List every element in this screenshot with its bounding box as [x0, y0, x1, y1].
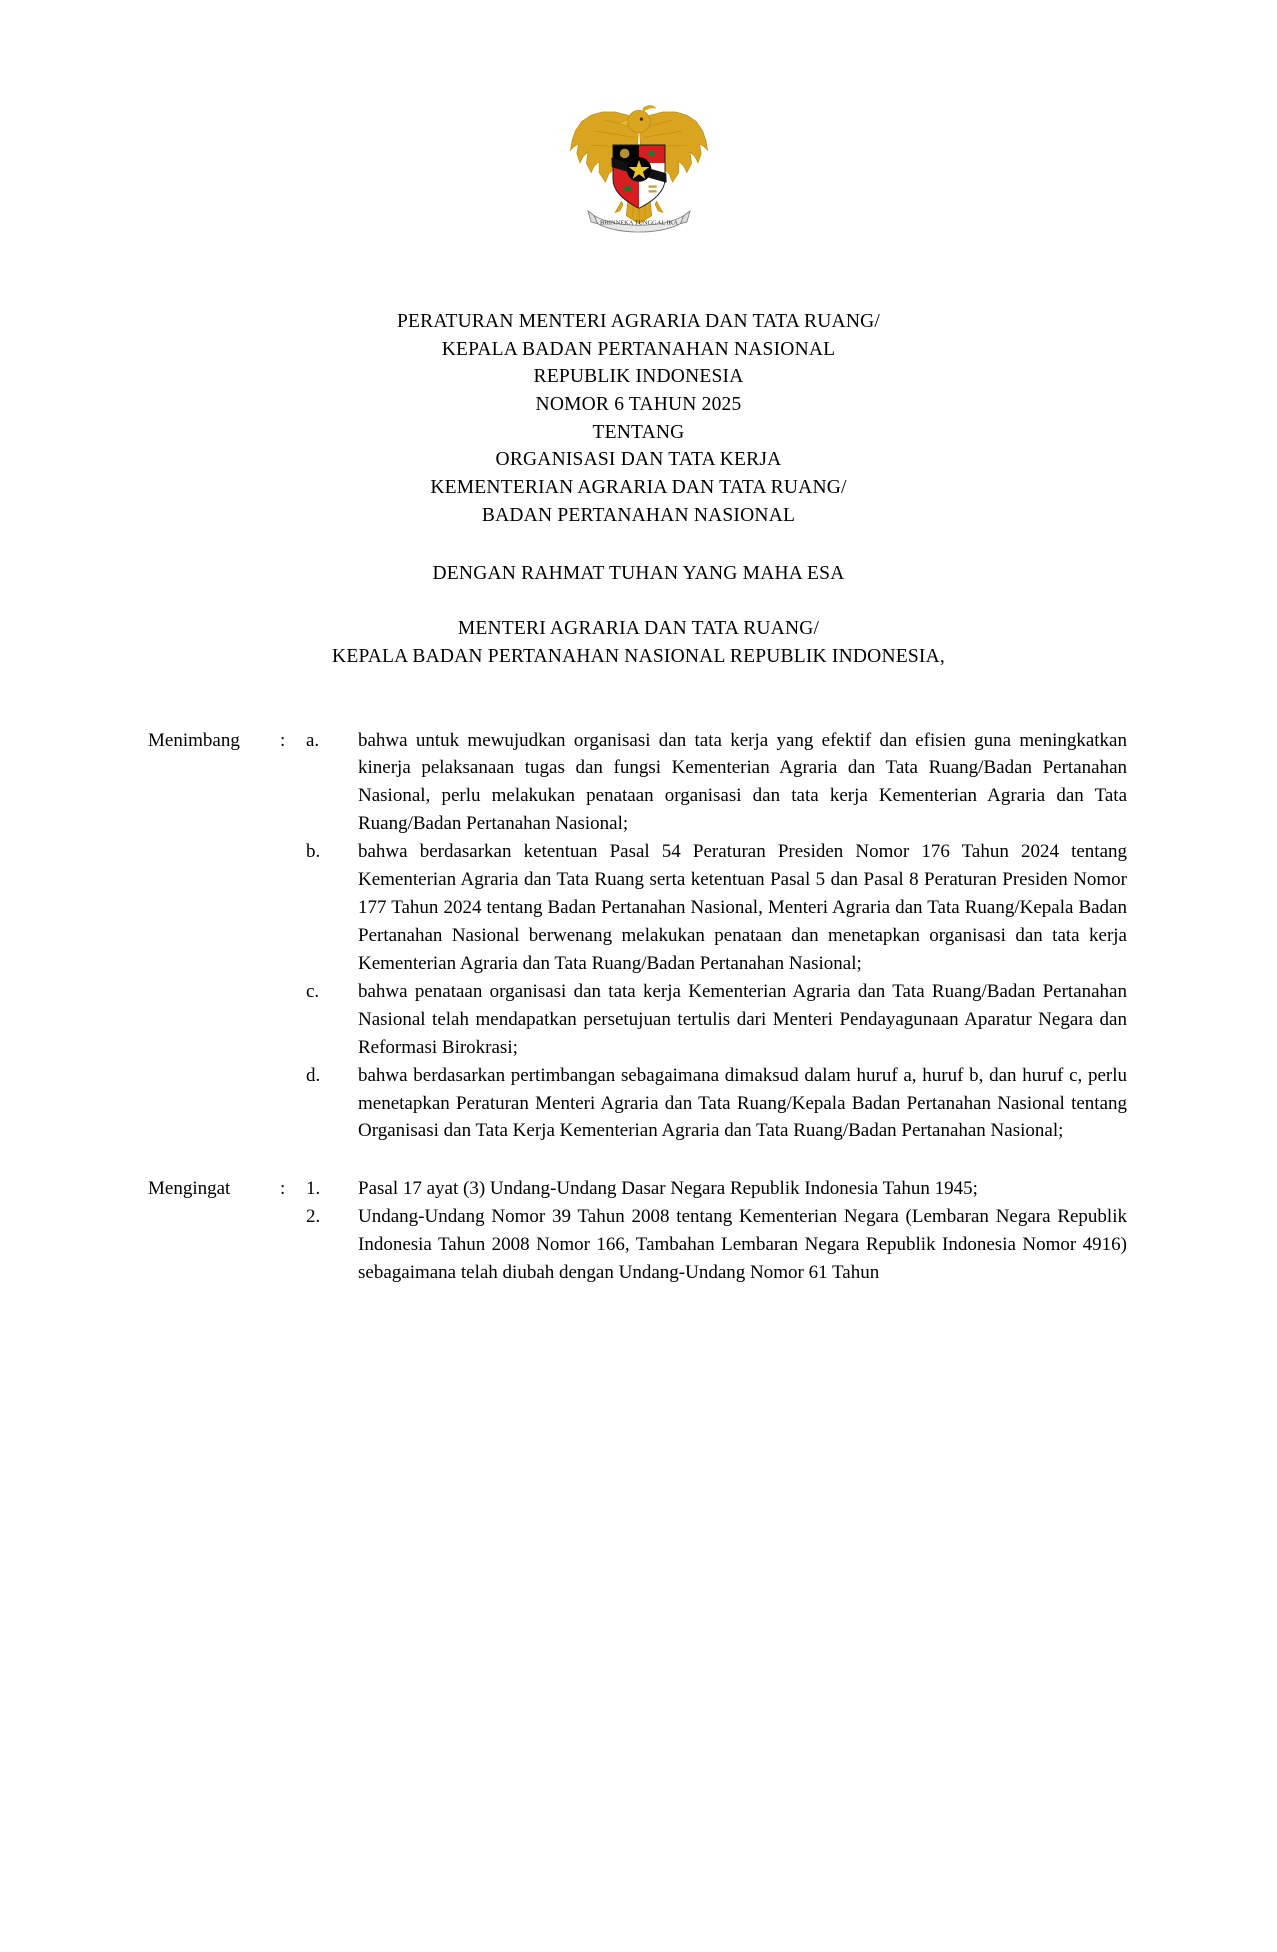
clause-label-mengingat: Mengingat — [148, 1178, 231, 1200]
item-text: bahwa berdasarkan pertimbangan sebagaimana dimaksud dalam huruf a, huruf b, dan huruf c, perlu menetapkan Peraturan Menteri Agraria dan Tata Ruang/Kepala Badan Pertanahan Nasional tentang Organisasi dan Tata Kerja Kementerian Agraria dan Tata Ruang/Badan Pertanahan Nasional; — [358, 1064, 1127, 1142]
emblem-motto: BHINNEKA TUNGGAL IKA — [599, 219, 678, 227]
item-marker: d. — [306, 1064, 321, 1086]
clause-colon-menimbang: : — [280, 729, 286, 751]
list-item — [306, 1062, 1127, 1146]
list-item — [306, 727, 1127, 839]
item-marker: 1. — [306, 1178, 321, 1200]
item-marker: c. — [306, 980, 320, 1002]
title-line-3: REPUBLIK INDONESIA — [533, 366, 744, 388]
title-tentang: TENTANG — [592, 421, 685, 443]
title-subject-2: KEMENTERIAN AGRARIA DAN TATA RUANG/ — [430, 477, 847, 499]
clause-menimbang — [148, 727, 1127, 1146]
clause-colon-mengingat: : — [280, 1178, 286, 1200]
list-item — [306, 978, 1127, 1062]
clause-mengingat — [148, 1175, 1127, 1287]
document-title-block — [0, 308, 1277, 671]
list-item — [306, 1175, 1127, 1203]
clause-label-menimbang: Menimbang — [148, 729, 240, 751]
clause-items-mengingat — [306, 1175, 1127, 1287]
authority-line-1: MENTERI AGRARIA DAN TATA RUANG/ — [457, 618, 820, 640]
title-subject-3: BADAN PERTANAHAN NASIONAL — [481, 504, 796, 526]
item-marker: b. — [306, 841, 321, 863]
authority-line-2: KEPALA BADAN PERTANAHAN NASIONAL REPUBLIK INDONESIA, — [332, 645, 945, 667]
list-item — [306, 838, 1127, 978]
blessing-line: DENGAN RAHMAT TUHAN YANG MAHA ESA — [432, 562, 845, 584]
item-text: bahwa penataan organisasi dan tata kerja Kementerian Agraria dan Tata Ruang/Badan Pertanahan Nasional telah mendapatkan persetujuan tertulis dari Menteri Pendayagunaan Aparatur Negara dan Reformasi Birokrasi; — [358, 980, 1127, 1058]
document-body — [0, 727, 1277, 1288]
item-marker: a. — [306, 729, 320, 751]
clause-items-menimbang — [306, 727, 1127, 1146]
item-text: Undang-Undang Nomor 39 Tahun 2008 tentang Kementerian Negara (Lembaran Negara Republik Indonesia Tahun 2008 Nomor 166, Tambahan Lembaran Negara Republik Indonesia Nomor 4916) sebagaimana telah diubah dengan Undang-Undang Nomor 61 Tahun — [358, 1206, 1127, 1284]
item-marker: 2. — [306, 1206, 321, 1228]
item-text: bahwa berdasarkan ketentuan Pasal 54 Peraturan Presiden Nomor 176 Tahun 2024 tentang Kementerian Agraria dan Tata Ruang serta ketentuan Pasal 5 dan Pasal 8 Peraturan Presiden Nomor 177 Tahun 2024 tentang Badan Pertanahan Nasional, Menteri Agraria dan Tata Ruang/Kepala Badan Pertanahan Nasional berwenang melakukan penataan dan menetapkan organisasi dan tata kerja Kementerian Agraria dan Tata Ruang/Badan Pertanahan Nasional; — [358, 841, 1127, 974]
title-number: NOMOR 6 TAHUN 2025 — [535, 394, 742, 416]
list-item — [306, 1203, 1127, 1287]
item-text: Pasal 17 ayat (3) Undang-Undang Dasar Negara Republik Indonesia Tahun 1945; — [358, 1178, 978, 1200]
title-line-2: KEPALA BADAN PERTANAHAN NASIONAL — [441, 338, 836, 360]
garuda-pancasila-emblem — [559, 96, 719, 246]
emblem-container — [0, 0, 1277, 246]
item-text: bahwa untuk mewujudkan organisasi dan tata kerja yang efektif dan efisien guna meningkatkan kinerja pelaksanaan tugas dan fungsi Kementerian Agraria dan Tata Ruang/Badan Pertanahan Nasional, perlu melakukan penataan organisasi dan tata kerja Kementerian Agraria dan Tata Ruang/Badan Pertanahan Nasional; — [358, 729, 1127, 835]
title-subject-1: ORGANISASI DAN TATA KERJA — [495, 449, 782, 471]
title-line-1: PERATURAN MENTERI AGRARIA DAN TATA RUANG/ — [396, 311, 881, 332]
